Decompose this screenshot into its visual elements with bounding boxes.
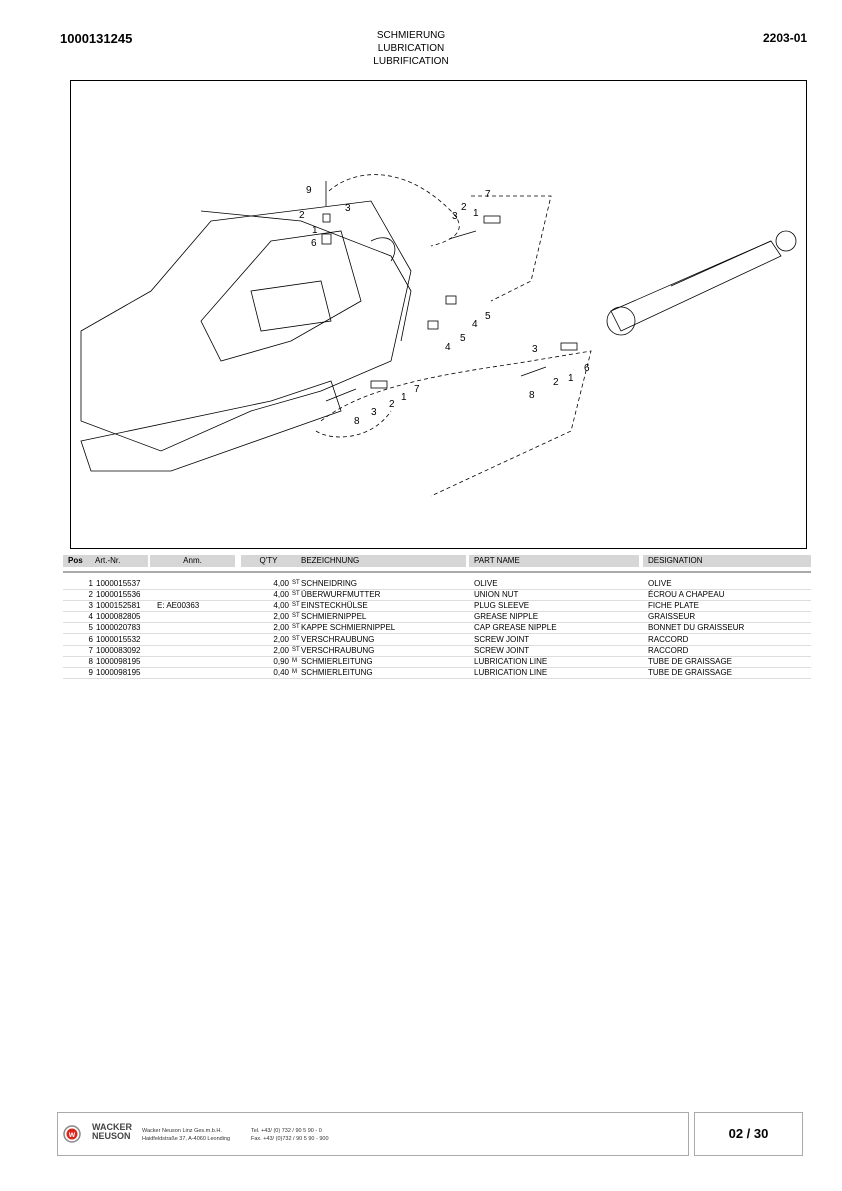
- cell-qty: 4,00: [273, 579, 289, 588]
- cell-pos: 8: [88, 656, 93, 666]
- cell-pos: 1: [88, 579, 93, 588]
- cell-de: EINSTECKHÜLSE: [301, 601, 368, 611]
- cell-de: VERSCHRAUBUNG: [301, 645, 375, 655]
- cell-qty: 0,40: [273, 667, 289, 677]
- cell-en: LUBRICATION LINE: [474, 667, 548, 677]
- header-designation: DESIGNATION: [643, 555, 811, 567]
- title-fr: LUBRIFICATION: [373, 56, 449, 67]
- callout-label: 9: [306, 185, 312, 196]
- cell-unit: ST: [292, 646, 300, 653]
- cell-unit: ST: [292, 580, 300, 586]
- logo-text-bottom: NEUSON: [92, 1131, 131, 1141]
- logo-text: [92, 1123, 132, 1141]
- cell-fr: FICHE PLATE: [648, 601, 699, 611]
- cell-fr: RACCORD: [648, 645, 689, 655]
- callout-label: 2: [389, 399, 395, 410]
- table-header: [63, 555, 811, 567]
- callout-label: 3: [345, 203, 351, 214]
- diagram-drawing: [71, 81, 806, 548]
- company-address: [142, 1127, 230, 1143]
- cell-fr: TUBE DE GRAISSAGE: [648, 667, 733, 677]
- cell-pos: 7: [88, 645, 93, 655]
- cell-fr: ÉCROU A CHAPEAU: [648, 590, 725, 600]
- cell-de: SCHMIERNIPPEL: [301, 612, 367, 622]
- cell-fr: RACCORD: [648, 634, 689, 644]
- company-name: Wacker Neuson Linz Ges.m.b.H.: [142, 1128, 222, 1134]
- cell-fr: GRAISSEUR: [648, 612, 696, 622]
- page-number: 02 / 30: [694, 1112, 803, 1156]
- cylinder-body: [611, 241, 781, 331]
- callout-label: 1: [473, 208, 479, 219]
- cell-unit: ST: [292, 613, 300, 620]
- callout-label: 7: [485, 189, 491, 200]
- callout-label: 3: [452, 211, 458, 222]
- cell-en: OLIVE: [474, 579, 498, 588]
- cell-qty: 2,00: [273, 612, 289, 622]
- callout-label: 4: [445, 342, 451, 353]
- title-en: LUBRICATION: [377, 43, 445, 54]
- callout-label: 2: [299, 210, 305, 221]
- cell-art: 1000098195: [96, 667, 141, 677]
- callout-label: 3: [371, 407, 377, 418]
- cell-pos: 5: [88, 623, 93, 633]
- cell-en: CAP GREASE NIPPLE: [474, 623, 557, 633]
- cell-fr: BONNET DU GRAISSEUR: [648, 623, 745, 633]
- callout-label: 2: [461, 202, 467, 213]
- cell-art: 1000015537: [96, 579, 141, 588]
- page-title: [300, 29, 522, 68]
- header-part-name: PART NAME: [469, 555, 639, 567]
- header-art-nr: Art.-Nr.: [90, 555, 148, 567]
- cell-de: SCHNEIDRING: [301, 579, 358, 588]
- callout-label: 5: [460, 333, 466, 344]
- callout-label: 8: [354, 416, 360, 427]
- header-anm: Anm.: [150, 555, 235, 567]
- exploded-diagram: [70, 80, 807, 549]
- table-row: [63, 667, 811, 679]
- callout-label: 6: [311, 238, 317, 249]
- cell-art: 1000015532: [96, 634, 141, 644]
- cell-anm: E: AE00363: [157, 601, 200, 611]
- frame-outline: [81, 201, 411, 451]
- cell-de: SCHMIERLEITUNG: [301, 656, 373, 666]
- cell-de: VERSCHRAUBUNG: [301, 634, 375, 644]
- cell-art: 1000098195: [96, 656, 141, 666]
- cell-unit: ST: [292, 602, 300, 609]
- arm: [81, 381, 341, 471]
- cell-art: 1000015536: [96, 590, 141, 600]
- cell-fr: OLIVE: [648, 579, 672, 588]
- cell-unit: ST: [292, 624, 300, 631]
- footer: [57, 1112, 689, 1156]
- header-bezeichnung: BEZEICHNUNG: [296, 555, 466, 567]
- cell-de: SCHMIERLEITUNG: [301, 667, 373, 677]
- callout-label: 1: [312, 225, 318, 236]
- callout-label: 1: [568, 373, 574, 384]
- cell-art: 1000152581: [96, 601, 141, 611]
- cell-en: SCREW JOINT: [474, 634, 530, 644]
- telephone: Tel. +43/ (0) 732 / 90 5 90 - 0: [251, 1128, 322, 1134]
- fax: Fax. +43/ (0)732 / 90 5 90 - 900: [251, 1136, 329, 1142]
- cell-de: KAPPE SCHMIERNIPPEL: [301, 623, 396, 633]
- cell-en: SCREW JOINT: [474, 645, 530, 655]
- cell-unit: ST: [292, 635, 300, 642]
- cell-qty: 2,00: [273, 623, 289, 633]
- callout-label: 4: [472, 319, 478, 330]
- cell-en: PLUG SLEEVE: [474, 601, 530, 611]
- callout-label: 5: [485, 311, 491, 322]
- cell-de: ÜBERWURFMUTTER: [301, 590, 381, 600]
- cell-en: LUBRICATION LINE: [474, 656, 548, 666]
- revision: 2203-01: [763, 31, 808, 45]
- cell-pos: 4: [88, 612, 93, 622]
- callout-label: 8: [529, 390, 535, 401]
- cell-unit: ST: [292, 591, 300, 598]
- cell-qty: 0,90: [273, 656, 289, 666]
- cell-en: UNION NUT: [474, 590, 519, 600]
- cell-art: 1000020783: [96, 623, 141, 633]
- cell-unit: M: [292, 668, 297, 675]
- address: Haidfeldstraße 37, A-4060 Leonding: [142, 1136, 231, 1142]
- cell-pos: 6: [88, 634, 93, 644]
- cell-qty: 4,00: [273, 590, 289, 600]
- header-rule: [63, 571, 811, 573]
- callout-label: 1: [401, 392, 407, 403]
- cell-qty: 2,00: [273, 634, 289, 644]
- title-de: SCHMIERUNG: [376, 30, 446, 41]
- cell-pos: 3: [88, 601, 93, 611]
- cell-unit: M: [292, 657, 297, 664]
- frame-inner: [201, 231, 361, 361]
- boom-mount: [201, 211, 411, 341]
- cell-art: 1000082805: [96, 612, 141, 622]
- cell-art: 1000083092: [96, 645, 141, 655]
- cell-fr: TUBE DE GRAISSAGE: [648, 656, 733, 666]
- wacker-neuson-logo-icon: [63, 1125, 81, 1143]
- callout-label: 7: [414, 384, 420, 395]
- cell-pos: 2: [88, 590, 93, 600]
- cell-pos: 9: [88, 667, 93, 677]
- cell-en: GREASE NIPPLE: [474, 612, 539, 622]
- cell-qty: 2,00: [273, 645, 289, 655]
- cell-qty: 4,00: [273, 601, 289, 611]
- header-qty: Q'TY: [241, 555, 296, 567]
- contact: [251, 1127, 329, 1143]
- logo-text-top: WACKER: [92, 1122, 132, 1132]
- callout-label: 6: [584, 363, 590, 374]
- callout-label: 3: [532, 344, 538, 355]
- svg-text:w: w: [68, 1130, 76, 1139]
- header-pos: Pos: [63, 555, 90, 567]
- document-number: 1000131245: [60, 31, 133, 46]
- callout-label: 2: [553, 377, 559, 388]
